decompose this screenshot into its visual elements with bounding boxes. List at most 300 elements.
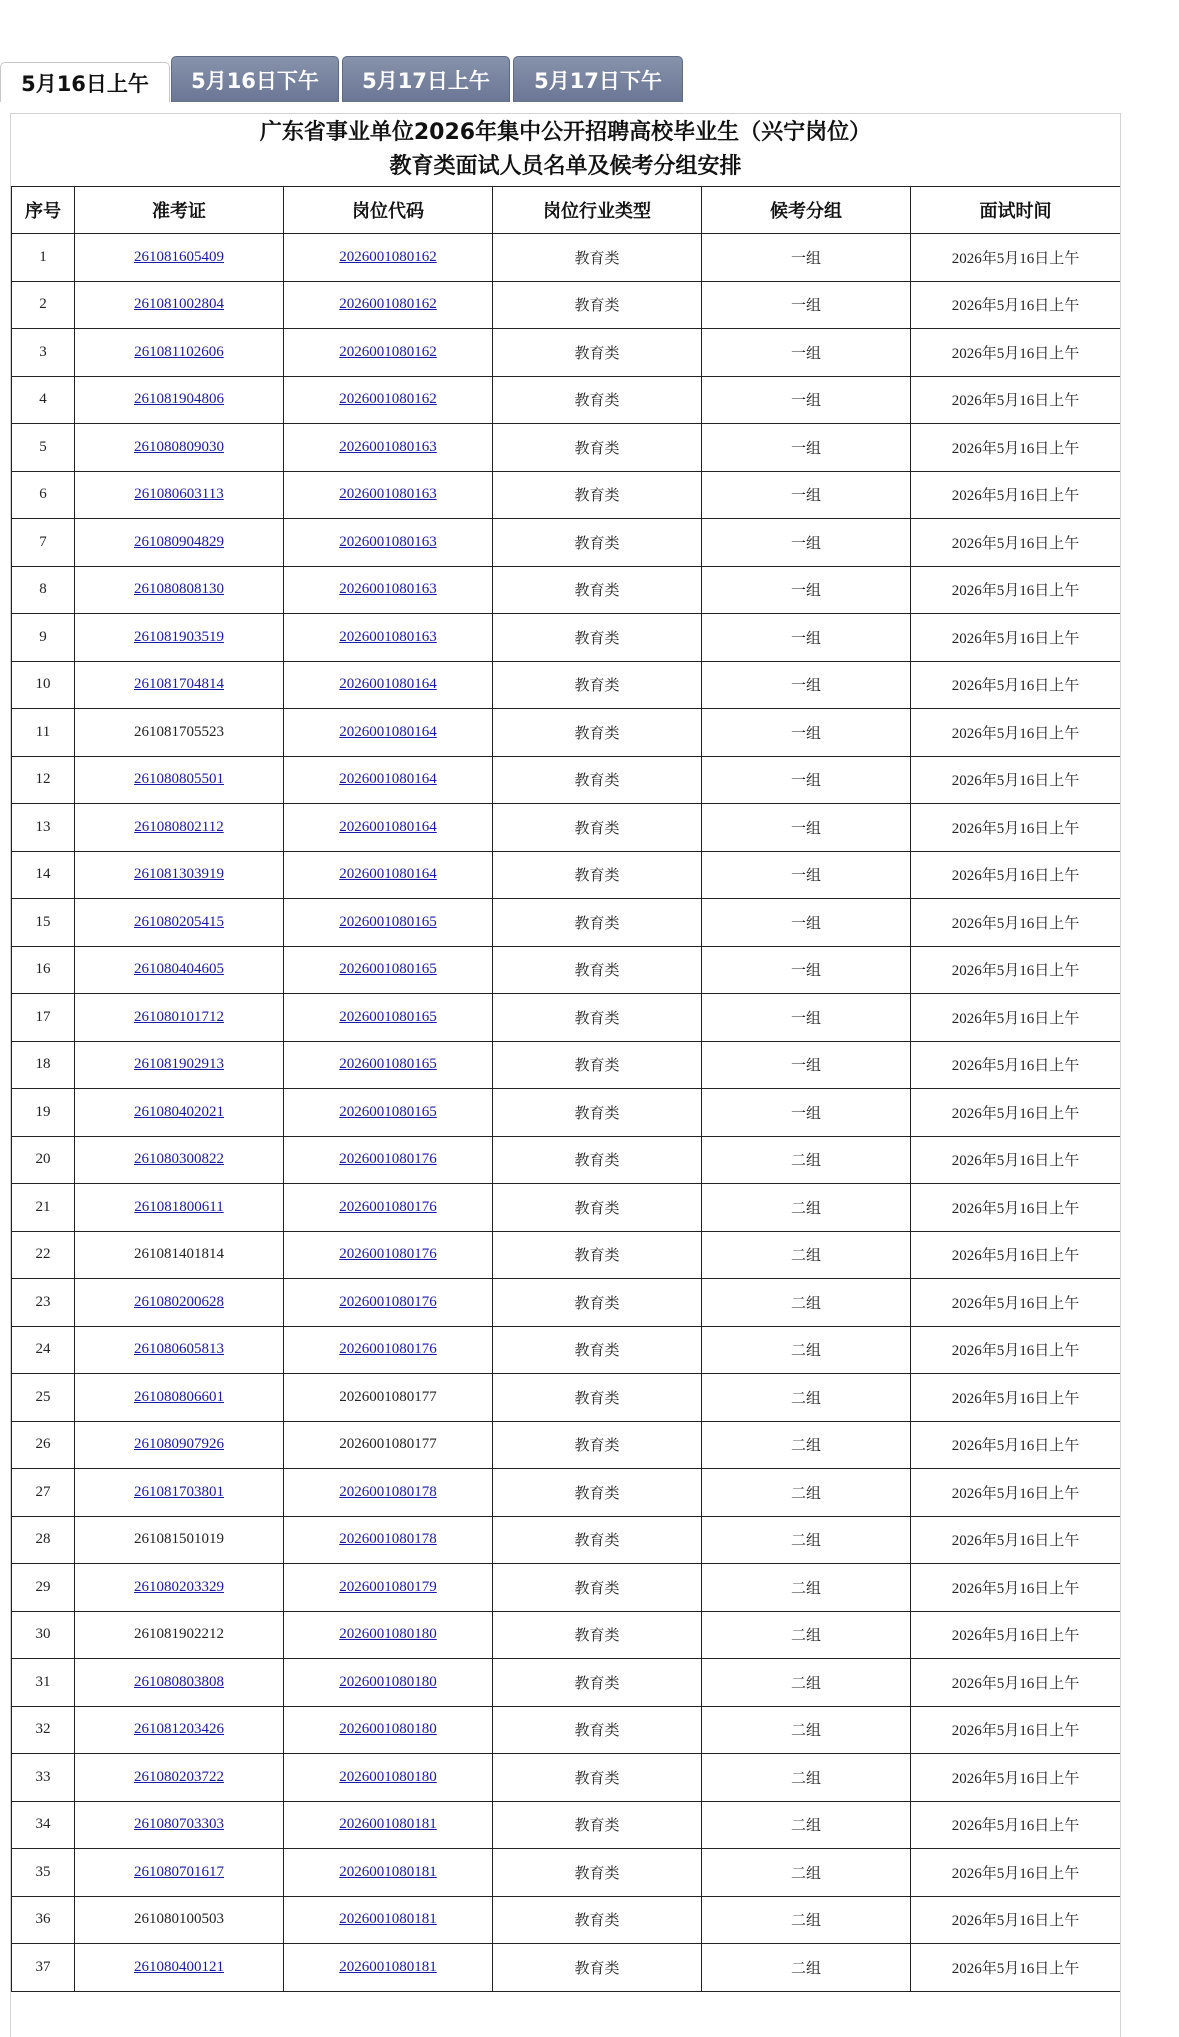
cell-ticket-link[interactable]: 261081102606 [134, 343, 224, 360]
cell-interview-time-text: 2026年5月16日上午 [951, 1153, 1080, 1170]
cell-post-code-link[interactable]: 2026001080176 [339, 1246, 437, 1263]
col-header-group: 候考分组 [702, 187, 911, 234]
cell-post-code-link[interactable]: 2026001080163 [339, 486, 437, 503]
cell-no [12, 1184, 75, 1232]
cell-ticket [75, 1231, 284, 1279]
cell-post-code [284, 1944, 493, 1992]
table-row [12, 1421, 1121, 1469]
cell-no [12, 1896, 75, 1944]
cell-post-code [284, 1279, 493, 1327]
cell-group [702, 804, 911, 852]
cell-interview-time-text: 2026年5月16日上午 [951, 678, 1080, 695]
cell-no-text: 32 [35, 1721, 51, 1738]
cell-group [702, 1089, 911, 1137]
cell-post-code-link[interactable]: 2026001080165 [339, 1103, 437, 1120]
cell-interview-time [911, 1564, 1121, 1612]
cell-post-code [284, 566, 493, 614]
cell-post-code-link[interactable]: 2026001080180 [339, 1768, 437, 1785]
cell-industry-type-text: 教育类 [574, 1673, 620, 1692]
cell-industry-type [493, 234, 702, 282]
cell-interview-time [911, 1801, 1121, 1849]
cell-ticket-link[interactable]: 261080205415 [134, 913, 224, 930]
cell-group [702, 851, 911, 899]
cell-group [702, 1659, 911, 1707]
table-row [12, 994, 1121, 1042]
cell-industry-type-text: 教育类 [574, 1578, 620, 1597]
cell-group [702, 1611, 911, 1659]
cell-post-code-link[interactable]: 2026001080164 [339, 866, 437, 883]
cell-ticket-link[interactable]: 261081903519 [134, 628, 224, 645]
cell-post-code [284, 1611, 493, 1659]
cell-post-code-link[interactable]: 2026001080181 [339, 1863, 437, 1880]
cell-industry-type [493, 471, 702, 519]
cell-industry-type-text: 教育类 [574, 1863, 620, 1882]
cell-post-code [284, 1706, 493, 1754]
cell-no [12, 471, 75, 519]
cell-group-text: 二组 [790, 1768, 821, 1787]
cell-group [702, 1279, 911, 1327]
cell-post-code [284, 234, 493, 282]
cell-ticket-link[interactable]: 261080809030 [134, 438, 224, 455]
cell-group [702, 1849, 911, 1897]
table-row [12, 1184, 1121, 1232]
cell-industry-type-text: 教育类 [574, 771, 620, 790]
cell-post-code-link[interactable]: 2026001080165 [339, 1056, 437, 1073]
cell-post-code-link[interactable]: 2026001080165 [339, 913, 437, 930]
cell-no [12, 709, 75, 757]
cell-ticket [75, 899, 284, 947]
cell-post-code-link[interactable]: 2026001080165 [339, 1008, 437, 1025]
cell-interview-time [911, 1469, 1121, 1517]
cell-interview-time-text: 2026年5月16日上午 [951, 1580, 1080, 1597]
cell-no [12, 1279, 75, 1327]
cell-industry-type-text: 教育类 [574, 581, 620, 600]
cell-interview-time [911, 234, 1121, 282]
cell-no-text: 29 [35, 1578, 51, 1595]
table-row [12, 1516, 1121, 1564]
cell-post-code-link[interactable]: 2026001080162 [339, 248, 437, 265]
cell-no-text: 3 [39, 343, 47, 360]
cell-ticket-link[interactable]: 261080203329 [134, 1578, 224, 1595]
table-row [12, 1706, 1121, 1754]
cell-post-code [284, 709, 493, 757]
cell-industry-type-text: 教育类 [574, 1531, 620, 1550]
table-row [12, 661, 1121, 709]
cell-group [702, 614, 911, 662]
cell-no-text: 7 [39, 533, 47, 550]
cell-post-code [284, 614, 493, 662]
cell-ticket-link[interactable]: 261080907926 [134, 1436, 224, 1453]
table-row [12, 614, 1121, 662]
cell-group-text: 二组 [790, 1436, 821, 1455]
session-tab-bar [0, 56, 1179, 102]
cell-post-code-link[interactable]: 2026001080178 [339, 1531, 437, 1548]
table-row [12, 1659, 1121, 1707]
cell-no [12, 946, 75, 994]
cell-industry-type-text: 教育类 [574, 343, 620, 362]
cell-group-text: 二组 [790, 1578, 821, 1597]
cell-post-code-link[interactable]: 2026001080165 [339, 961, 437, 978]
cell-no-text: 17 [35, 1008, 51, 1025]
cell-group-text: 一组 [790, 1056, 821, 1075]
title-line-1: 广东省事业单位2026年集中公开招聘高校毕业生（兴宁岗位） [259, 120, 872, 145]
cell-industry-type-text: 教育类 [574, 1151, 620, 1170]
cell-group-text: 一组 [790, 961, 821, 980]
cell-ticket [75, 661, 284, 709]
table-row [12, 234, 1121, 282]
cell-interview-time-text: 2026年5月16日上午 [951, 298, 1080, 315]
cell-ticket-link[interactable]: 261080402021 [134, 1103, 224, 1120]
cell-industry-type-text: 教育类 [574, 486, 620, 505]
cell-interview-time-text: 2026年5月16日上午 [951, 440, 1080, 457]
cell-post-code-link[interactable]: 2026001080164 [339, 676, 437, 693]
cell-group [702, 329, 911, 377]
cell-group [702, 1516, 911, 1564]
cell-ticket-link[interactable]: 261080404605 [134, 961, 224, 978]
cell-ticket-link[interactable]: 261080701617 [134, 1863, 224, 1880]
cell-post-code [284, 1089, 493, 1137]
cell-no [12, 851, 75, 899]
cell-post-code [284, 1184, 493, 1232]
cell-industry-type-text: 教育类 [574, 1626, 620, 1645]
cell-group [702, 471, 911, 519]
tab-may16-afternoon[interactable]: 5月16日下午 [171, 56, 339, 102]
cell-interview-time-text: 2026年5月16日上午 [951, 773, 1080, 790]
cell-ticket [75, 1136, 284, 1184]
table-row [12, 1041, 1121, 1089]
table-row [12, 1089, 1121, 1137]
cell-post-code-link[interactable]: 2026001080162 [339, 391, 437, 408]
table-row [12, 566, 1121, 614]
cell-industry-type [493, 804, 702, 852]
cell-interview-time-text: 2026年5月16日上午 [951, 250, 1080, 267]
cell-industry-type-text: 教育类 [574, 1293, 620, 1312]
cell-ticket [75, 1611, 284, 1659]
cell-post-code [284, 519, 493, 567]
cell-no [12, 1089, 75, 1137]
cell-interview-time [911, 614, 1121, 662]
cell-ticket-link[interactable]: 261080904829 [134, 533, 224, 550]
cell-post-code [284, 1849, 493, 1897]
cell-post-code [284, 946, 493, 994]
cell-group [702, 756, 911, 804]
cell-post-code-link[interactable]: 2026001080176 [339, 1198, 437, 1215]
cell-post-code-link[interactable]: 2026001080163 [339, 628, 437, 645]
table-row [12, 471, 1121, 519]
table-row [12, 804, 1121, 852]
cell-post-code-link[interactable]: 2026001080178 [339, 1483, 437, 1500]
cell-interview-time-text: 2026年5月16日上午 [951, 1058, 1080, 1075]
cell-ticket-text: 261081401814 [134, 1246, 224, 1263]
cell-industry-type [493, 994, 702, 1042]
cell-post-code [284, 1136, 493, 1184]
cell-no [12, 1421, 75, 1469]
cell-no [12, 1659, 75, 1707]
cell-industry-type [493, 1089, 702, 1137]
cell-ticket [75, 1801, 284, 1849]
cell-no-text: 22 [35, 1246, 51, 1263]
cell-group-text: 二组 [790, 1293, 821, 1312]
cell-group-text: 一组 [790, 723, 821, 742]
cell-ticket [75, 1184, 284, 1232]
cell-ticket [75, 1944, 284, 1992]
cell-ticket [75, 234, 284, 282]
cell-ticket-link[interactable]: 261080603113 [134, 486, 224, 503]
cell-group [702, 709, 911, 757]
cell-industry-type-text: 教育类 [574, 1198, 620, 1217]
cell-no-text: 11 [35, 723, 51, 740]
tab-may17-morning[interactable]: 5月17日上午 [342, 56, 510, 102]
cell-group [702, 281, 911, 329]
cell-no-text: 13 [35, 818, 51, 835]
cell-interview-time-text: 2026年5月16日上午 [951, 963, 1080, 980]
cell-industry-type [493, 1421, 702, 1469]
cell-ticket-link[interactable]: 261080605813 [134, 1341, 224, 1358]
cell-no [12, 994, 75, 1042]
cell-post-code-link[interactable]: 2026001080180 [339, 1626, 437, 1643]
cell-ticket [75, 1659, 284, 1707]
cell-no [12, 519, 75, 567]
tab-may17-afternoon[interactable]: 5月17日下午 [513, 56, 683, 102]
cell-post-code-link[interactable]: 2026001080181 [339, 1911, 437, 1928]
cell-ticket-link[interactable]: 261080200628 [134, 1293, 224, 1310]
cell-no-text: 4 [39, 391, 47, 408]
candidate-table [11, 186, 1121, 1992]
cell-post-code [284, 851, 493, 899]
table-row [12, 709, 1121, 757]
cell-interview-time-text: 2026年5月16日上午 [951, 1818, 1080, 1835]
cell-no-text: 21 [35, 1198, 51, 1215]
cell-group-text: 一组 [790, 913, 821, 932]
cell-post-code [284, 424, 493, 472]
cell-interview-time [911, 566, 1121, 614]
document-title [11, 114, 1120, 186]
cell-ticket-link[interactable]: 261080808130 [134, 581, 224, 598]
cell-group-text: 一组 [790, 533, 821, 552]
cell-interview-time-text: 2026年5月16日上午 [951, 868, 1080, 885]
cell-post-code-link[interactable]: 2026001080176 [339, 1293, 437, 1310]
cell-post-code [284, 1374, 493, 1422]
cell-industry-type-text: 教育类 [574, 1911, 620, 1930]
cell-no-text: 19 [35, 1103, 51, 1120]
cell-ticket-link[interactable]: 261081800611 [134, 1198, 224, 1215]
cell-industry-type-text: 教育类 [574, 1246, 620, 1265]
cell-post-code [284, 804, 493, 852]
cell-industry-type-text: 教育类 [574, 1483, 620, 1502]
cell-no-text: 26 [35, 1436, 51, 1453]
title-line-2: 教育类面试人员名单及候考分组安排 [389, 154, 742, 179]
cell-no [12, 1469, 75, 1517]
cell-interview-time-text: 2026年5月16日上午 [951, 725, 1080, 742]
cell-interview-time-text: 2026年5月16日上午 [951, 583, 1080, 600]
cell-no-text: 37 [35, 1958, 51, 1975]
cell-post-code-link[interactable]: 2026001080180 [339, 1673, 437, 1690]
cell-ticket-text: 261081501019 [134, 1531, 224, 1548]
cell-ticket-link[interactable]: 261080703303 [134, 1816, 224, 1833]
cell-post-code-text: 2026001080177 [339, 1388, 437, 1405]
cell-interview-time [911, 851, 1121, 899]
cell-ticket [75, 1279, 284, 1327]
cell-interview-time-text: 2026年5月16日上午 [951, 1295, 1080, 1312]
cell-post-code-link[interactable]: 2026001080163 [339, 581, 437, 598]
cell-group [702, 661, 911, 709]
cell-no-text: 27 [35, 1483, 51, 1500]
cell-ticket-text: 261081705523 [134, 723, 224, 740]
cell-ticket-link[interactable]: 261081904806 [134, 391, 224, 408]
table-row [12, 1801, 1121, 1849]
cell-ticket-link[interactable]: 261081002804 [134, 296, 224, 313]
cell-industry-type-text: 教育类 [574, 438, 620, 457]
table-row [12, 946, 1121, 994]
cell-industry-type [493, 851, 702, 899]
cell-interview-time-text: 2026年5月16日上午 [951, 1770, 1080, 1787]
cell-group [702, 1754, 911, 1802]
table-row [12, 376, 1121, 424]
cell-no-text: 28 [35, 1531, 51, 1548]
table-row [12, 851, 1121, 899]
cell-industry-type [493, 709, 702, 757]
cell-industry-type [493, 566, 702, 614]
cell-industry-type-text: 教育类 [574, 866, 620, 885]
cell-group-text: 一组 [790, 248, 821, 267]
cell-group-text: 二组 [790, 1198, 821, 1217]
cell-ticket-link[interactable]: 261080101712 [134, 1008, 224, 1025]
cell-post-code [284, 899, 493, 947]
cell-group-text: 二组 [790, 1673, 821, 1692]
cell-industry-type [493, 614, 702, 662]
cell-interview-time [911, 1849, 1121, 1897]
cell-interview-time [911, 329, 1121, 377]
cell-industry-type-text: 教育类 [574, 391, 620, 410]
cell-no [12, 1706, 75, 1754]
cell-no [12, 1944, 75, 1992]
cell-group-text: 二组 [790, 1863, 821, 1882]
cell-post-code [284, 1231, 493, 1279]
cell-ticket [75, 1706, 284, 1754]
cell-interview-time [911, 709, 1121, 757]
cell-post-code-link[interactable]: 2026001080164 [339, 771, 437, 788]
cell-no-text: 20 [35, 1151, 51, 1168]
cell-post-code-link[interactable]: 2026001080180 [339, 1721, 437, 1738]
cell-ticket-link[interactable]: 261081303919 [134, 866, 224, 883]
cell-ticket-link[interactable]: 261081605409 [134, 248, 224, 265]
cell-ticket-link[interactable]: 261080805501 [134, 771, 224, 788]
cell-interview-time [911, 519, 1121, 567]
cell-group [702, 566, 911, 614]
cell-industry-type-text: 教育类 [574, 1103, 620, 1122]
cell-industry-type [493, 1944, 702, 1992]
cell-ticket-link[interactable]: 261080300822 [134, 1151, 224, 1168]
cell-group [702, 1706, 911, 1754]
cell-ticket-link[interactable]: 261081703801 [134, 1483, 224, 1500]
cell-industry-type [493, 1754, 702, 1802]
cell-ticket-link[interactable]: 261080802112 [134, 818, 224, 835]
cell-ticket [75, 994, 284, 1042]
cell-interview-time-text: 2026年5月16日上午 [951, 535, 1080, 552]
cell-ticket [75, 566, 284, 614]
cell-industry-type [493, 1516, 702, 1564]
cell-industry-type [493, 1849, 702, 1897]
cell-interview-time [911, 994, 1121, 1042]
cell-interview-time-text: 2026年5月16日上午 [951, 630, 1080, 647]
cell-group-text: 二组 [790, 1911, 821, 1930]
cell-ticket-link[interactable]: 261080400121 [134, 1958, 224, 1975]
cell-ticket-link[interactable]: 261080203722 [134, 1768, 224, 1785]
tab-may16-morning[interactable]: 5月16日上午 [0, 62, 170, 102]
cell-interview-time [911, 946, 1121, 994]
cell-industry-type-text: 教育类 [574, 248, 620, 267]
cell-post-code-link[interactable]: 2026001080164 [339, 818, 437, 835]
cell-group-text: 一组 [790, 1008, 821, 1027]
cell-post-code-link[interactable]: 2026001080162 [339, 343, 437, 360]
cell-interview-time-text: 2026年5月16日上午 [951, 1675, 1080, 1692]
cell-ticket [75, 424, 284, 472]
cell-post-code-link[interactable]: 2026001080181 [339, 1958, 437, 1975]
cell-ticket [75, 946, 284, 994]
cell-interview-time [911, 899, 1121, 947]
cell-interview-time [911, 1326, 1121, 1374]
cell-post-code-link[interactable]: 2026001080163 [339, 533, 437, 550]
cell-post-code-link[interactable]: 2026001080176 [339, 1151, 437, 1168]
cell-no [12, 281, 75, 329]
table-row [12, 1231, 1121, 1279]
cell-post-code-link[interactable]: 2026001080176 [339, 1341, 437, 1358]
cell-ticket-text: 261081902212 [134, 1626, 224, 1643]
cell-no [12, 376, 75, 424]
cell-post-code-link[interactable]: 2026001080179 [339, 1578, 437, 1595]
cell-no-text: 1 [39, 248, 47, 265]
cell-post-code-link[interactable]: 2026001080181 [339, 1816, 437, 1833]
cell-post-code-link[interactable]: 2026001080164 [339, 723, 437, 740]
cell-industry-type [493, 1184, 702, 1232]
table-row [12, 1896, 1121, 1944]
cell-industry-type-text: 教育类 [574, 1958, 620, 1977]
cell-post-code [284, 994, 493, 1042]
cell-industry-type-text: 教育类 [574, 1008, 620, 1027]
cell-ticket-link[interactable]: 261080806601 [134, 1388, 224, 1405]
cell-industry-type [493, 1564, 702, 1612]
cell-ticket-link[interactable]: 261080803808 [134, 1673, 224, 1690]
cell-group [702, 234, 911, 282]
cell-no [12, 1611, 75, 1659]
cell-group-text: 二组 [790, 1626, 821, 1645]
cell-group [702, 1469, 911, 1517]
cell-industry-type [493, 281, 702, 329]
cell-post-code-link[interactable]: 2026001080163 [339, 438, 437, 455]
cell-ticket-text: 261080100503 [134, 1911, 224, 1928]
cell-post-code [284, 471, 493, 519]
cell-ticket-link[interactable]: 261081704814 [134, 676, 224, 693]
table-row [12, 329, 1121, 377]
cell-post-code [284, 1896, 493, 1944]
cell-no-text: 2 [39, 296, 47, 313]
cell-ticket-link[interactable]: 261081203426 [134, 1721, 224, 1738]
table-row [12, 899, 1121, 947]
cell-post-code [284, 1564, 493, 1612]
cell-industry-type-text: 教育类 [574, 1388, 620, 1407]
cell-interview-time-text: 2026年5月16日上午 [951, 345, 1080, 362]
cell-post-code-link[interactable]: 2026001080162 [339, 296, 437, 313]
cell-industry-type [493, 661, 702, 709]
cell-group-text: 一组 [790, 391, 821, 410]
cell-interview-time-text: 2026年5月16日上午 [951, 1010, 1080, 1027]
cell-group-text: 一组 [790, 581, 821, 600]
cell-group-text: 一组 [790, 866, 821, 885]
cell-no [12, 756, 75, 804]
cell-no [12, 1849, 75, 1897]
cell-ticket-link[interactable]: 261081902913 [134, 1056, 224, 1073]
cell-no [12, 1326, 75, 1374]
